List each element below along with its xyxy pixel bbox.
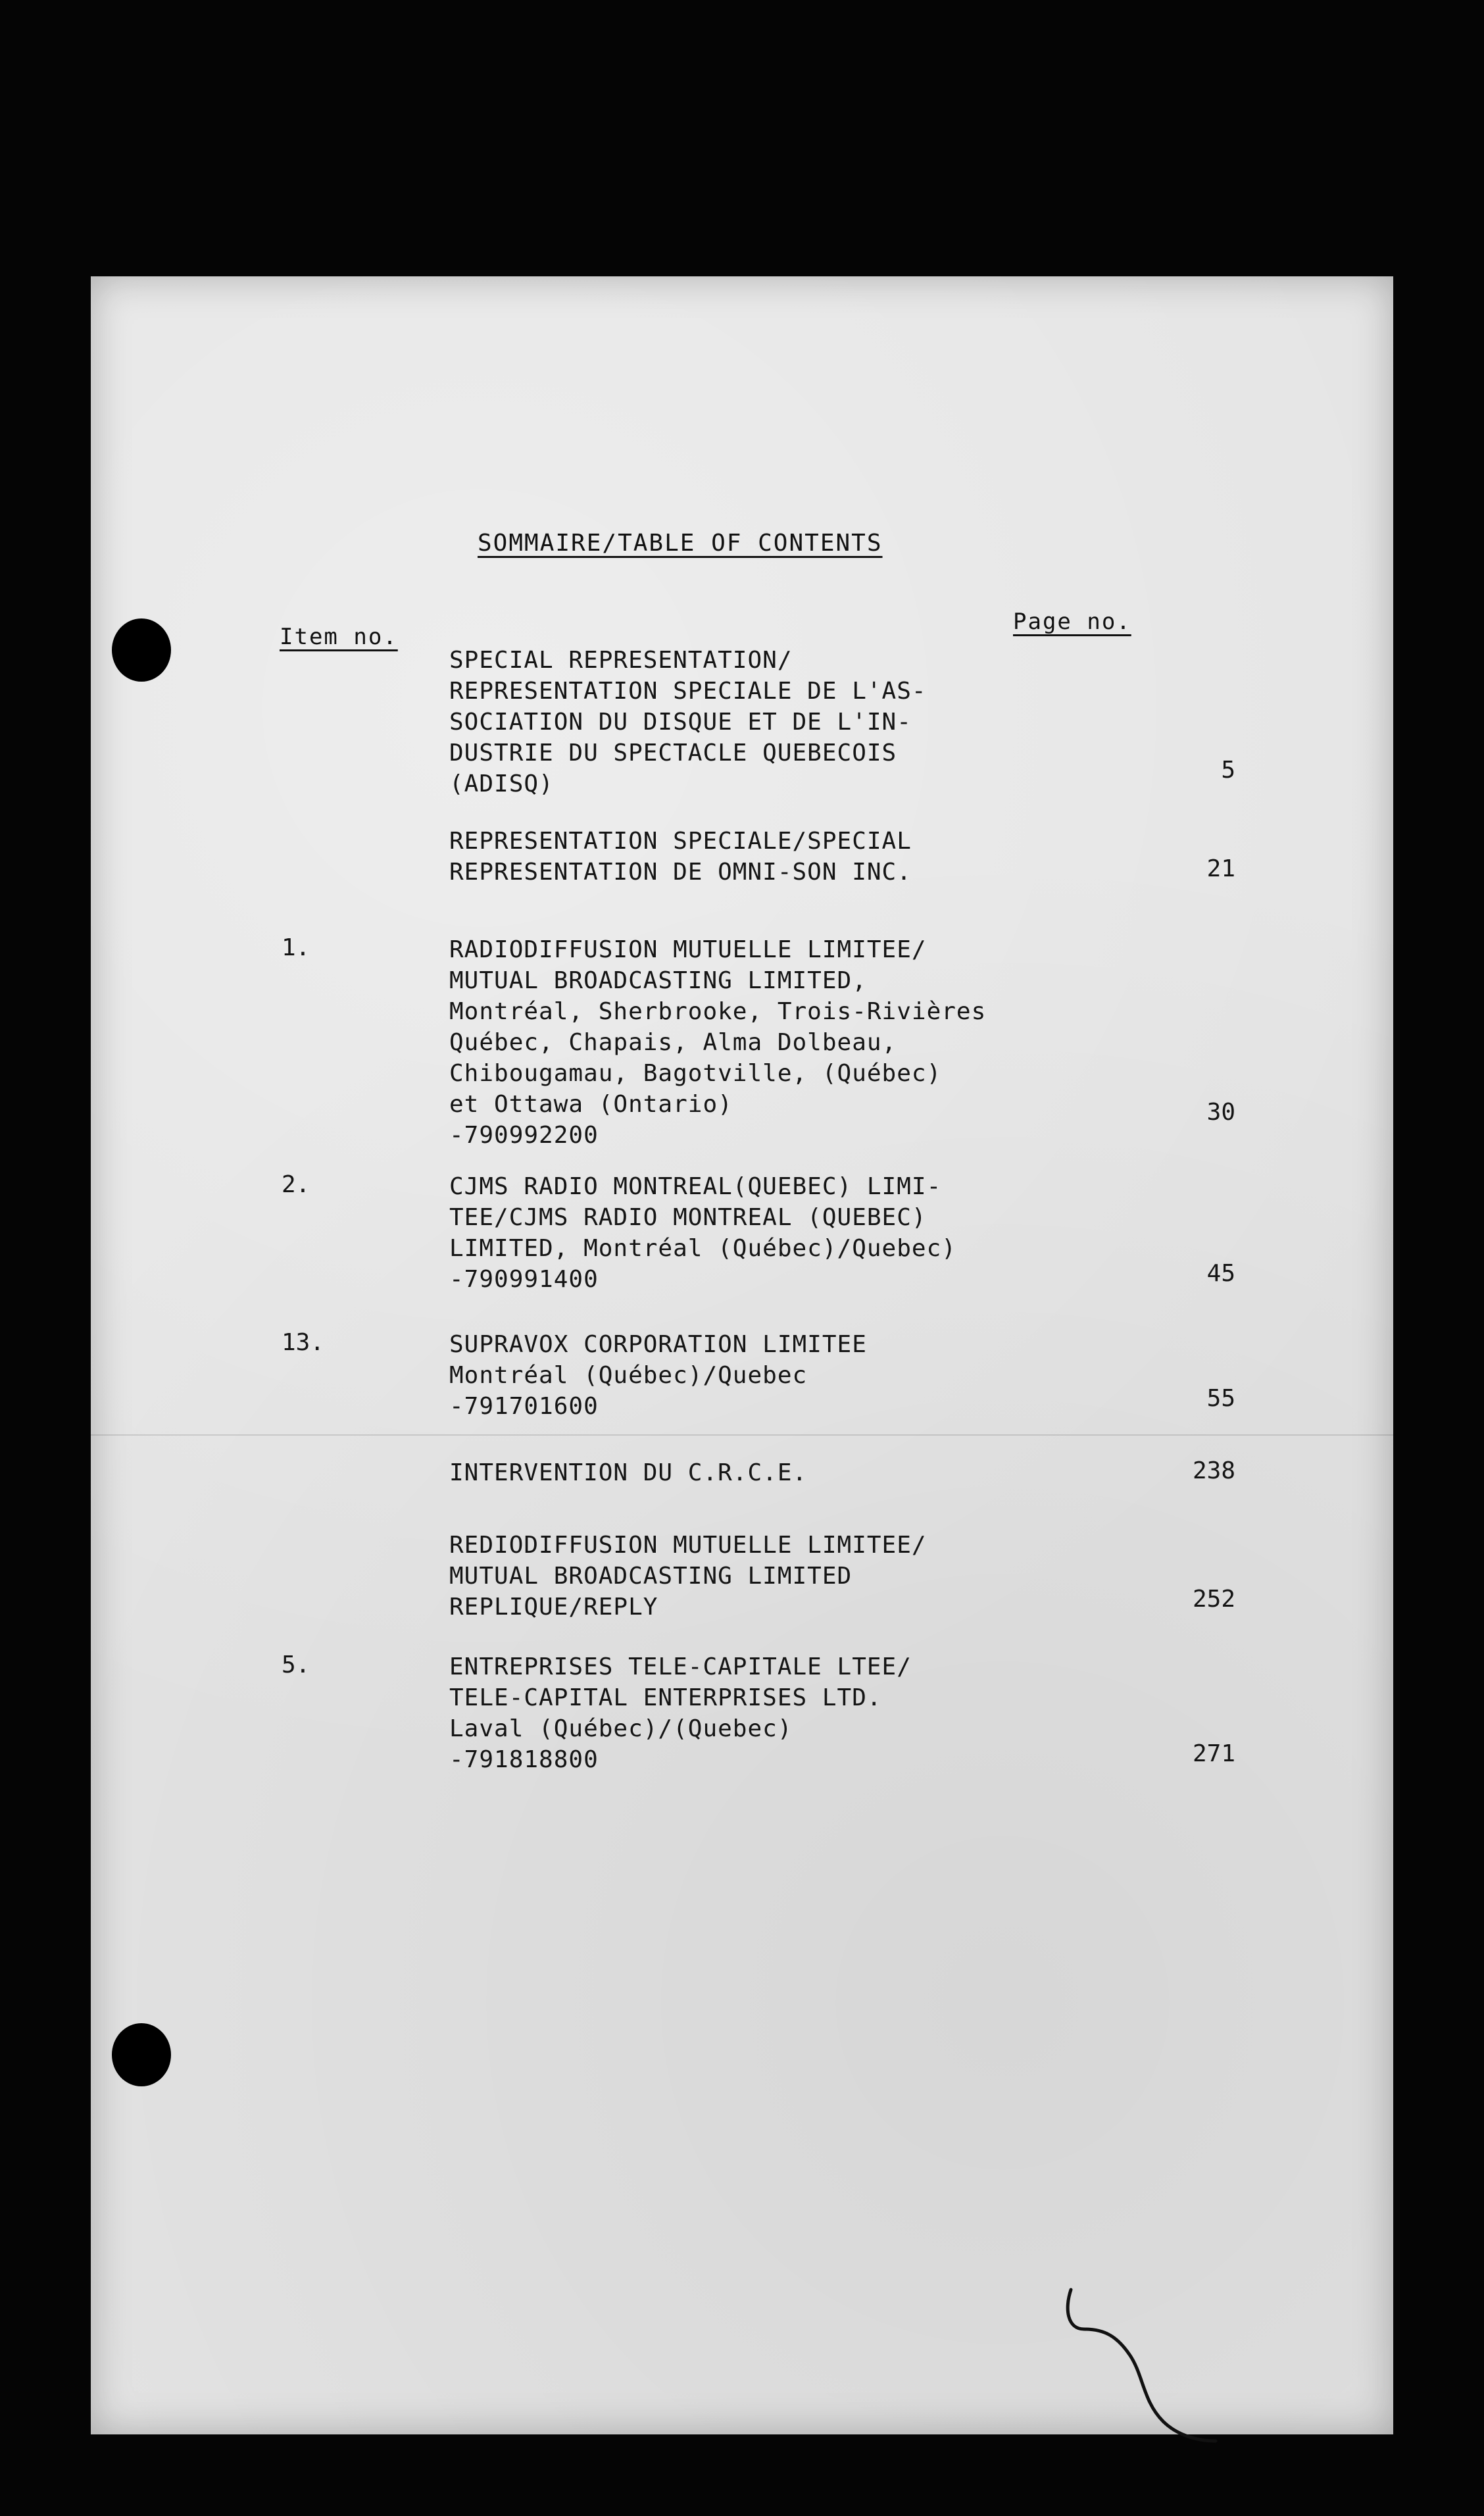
toc-entry-line: MUTUAL BROADCASTING LIMITED [449, 1563, 853, 1590]
toc-page-number: 271 [1192, 1740, 1235, 1767]
toc-page-number: 252 [1192, 1586, 1235, 1613]
toc-entry-line: MUTUAL BROADCASTING LIMITED, [449, 967, 867, 994]
toc-entry-title [449, 1530, 1206, 1623]
toc-page-number: 55 [1206, 1385, 1235, 1412]
toc-page-number: 21 [1206, 855, 1235, 882]
toc-entry-line: -791701600 [449, 1393, 599, 1420]
toc-entry-line: RADIODIFFUSION MUTUELLE LIMITEE/ [449, 936, 927, 963]
toc-item-number: 5. [282, 1651, 310, 1678]
toc-entry-title [449, 1651, 1206, 1775]
toc-entry-title [449, 1329, 1206, 1422]
fold-line [91, 1434, 1393, 1436]
toc-entry-line: TEE/CJMS RADIO MONTREAL (QUEBEC) [449, 1204, 927, 1231]
toc-entry-line: SUPRAVOX CORPORATION LIMITEE [449, 1331, 867, 1358]
toc-entry-line: Chibougamau, Bagotville, (Québec) [449, 1060, 942, 1087]
toc-entry-line: -791818800 [449, 1746, 599, 1773]
toc-item-number: 2. [282, 1171, 310, 1198]
toc-entry-line: REPRESENTATION SPECIALE DE L'AS- [449, 678, 927, 705]
toc-entry-line: Laval (Québec)/(Quebec) [449, 1715, 793, 1742]
document-title: SOMMAIRE/TABLE OF CONTENTS [478, 530, 883, 557]
toc-entry-line: ENTREPRISES TELE-CAPITALE LTEE/ [449, 1653, 912, 1680]
toc-entry-line: TELE-CAPITAL ENTERPRISES LTD. [449, 1684, 882, 1711]
toc-entry-title [449, 826, 1206, 888]
toc-entry-line: SPECIAL REPRESENTATION/ [449, 647, 793, 674]
page-number-header: Page no. [1013, 609, 1131, 635]
toc-entry-line: CJMS RADIO MONTREAL(QUEBEC) LIMI- [449, 1173, 942, 1200]
toc-entry-line: SOCIATION DU DISQUE ET DE L'IN- [449, 709, 912, 736]
toc-page-number: 5 [1221, 757, 1235, 784]
toc-entry-title [449, 1171, 1206, 1295]
punch-hole-bottom [112, 2023, 171, 2086]
toc-entry-line: DUSTRIE DU SPECTACLE QUEBECOIS [449, 740, 897, 767]
toc-entry-line: REPLIQUE/REPLY [449, 1594, 658, 1621]
toc-page-number: 238 [1192, 1457, 1235, 1484]
toc-entry-line: (ADISQ) [449, 770, 554, 797]
toc-entry-line: et Ottawa (Ontario) [449, 1091, 733, 1118]
pen-scribble [1045, 2283, 1229, 2448]
toc-entry-line: LIMITED, Montréal (Québec)/Quebec) [449, 1235, 956, 1262]
toc-page-number: 45 [1206, 1260, 1235, 1287]
item-number-header: Item no. [280, 624, 398, 650]
document-page [91, 276, 1393, 2434]
toc-entry-line: REDIODIFFUSION MUTUELLE LIMITEE/ [449, 1532, 927, 1559]
toc-entry-line: -790991400 [449, 1266, 599, 1293]
toc-entry-line: REPRESENTATION SPECIALE/SPECIAL [449, 828, 912, 855]
toc-item-number: 13. [282, 1329, 325, 1356]
toc-entry-line: Montréal, Sherbrooke, Trois-Rivières [449, 998, 987, 1025]
toc-page-number: 30 [1206, 1099, 1235, 1126]
punch-hole-top [112, 618, 171, 682]
toc-entry-line: Montréal (Québec)/Quebec [449, 1362, 808, 1389]
toc-entry-title [449, 645, 1206, 799]
toc-entry-title [449, 934, 1206, 1151]
toc-entry-line: -790992200 [449, 1122, 599, 1149]
toc-entry-title [449, 1457, 1206, 1488]
toc-entry-line: INTERVENTION DU C.R.C.E. [449, 1459, 808, 1486]
toc-item-number: 1. [282, 934, 310, 961]
toc-entry-line: REPRESENTATION DE OMNI-SON INC. [449, 859, 912, 886]
toc-entry-line: Québec, Chapais, Alma Dolbeau, [449, 1029, 897, 1056]
